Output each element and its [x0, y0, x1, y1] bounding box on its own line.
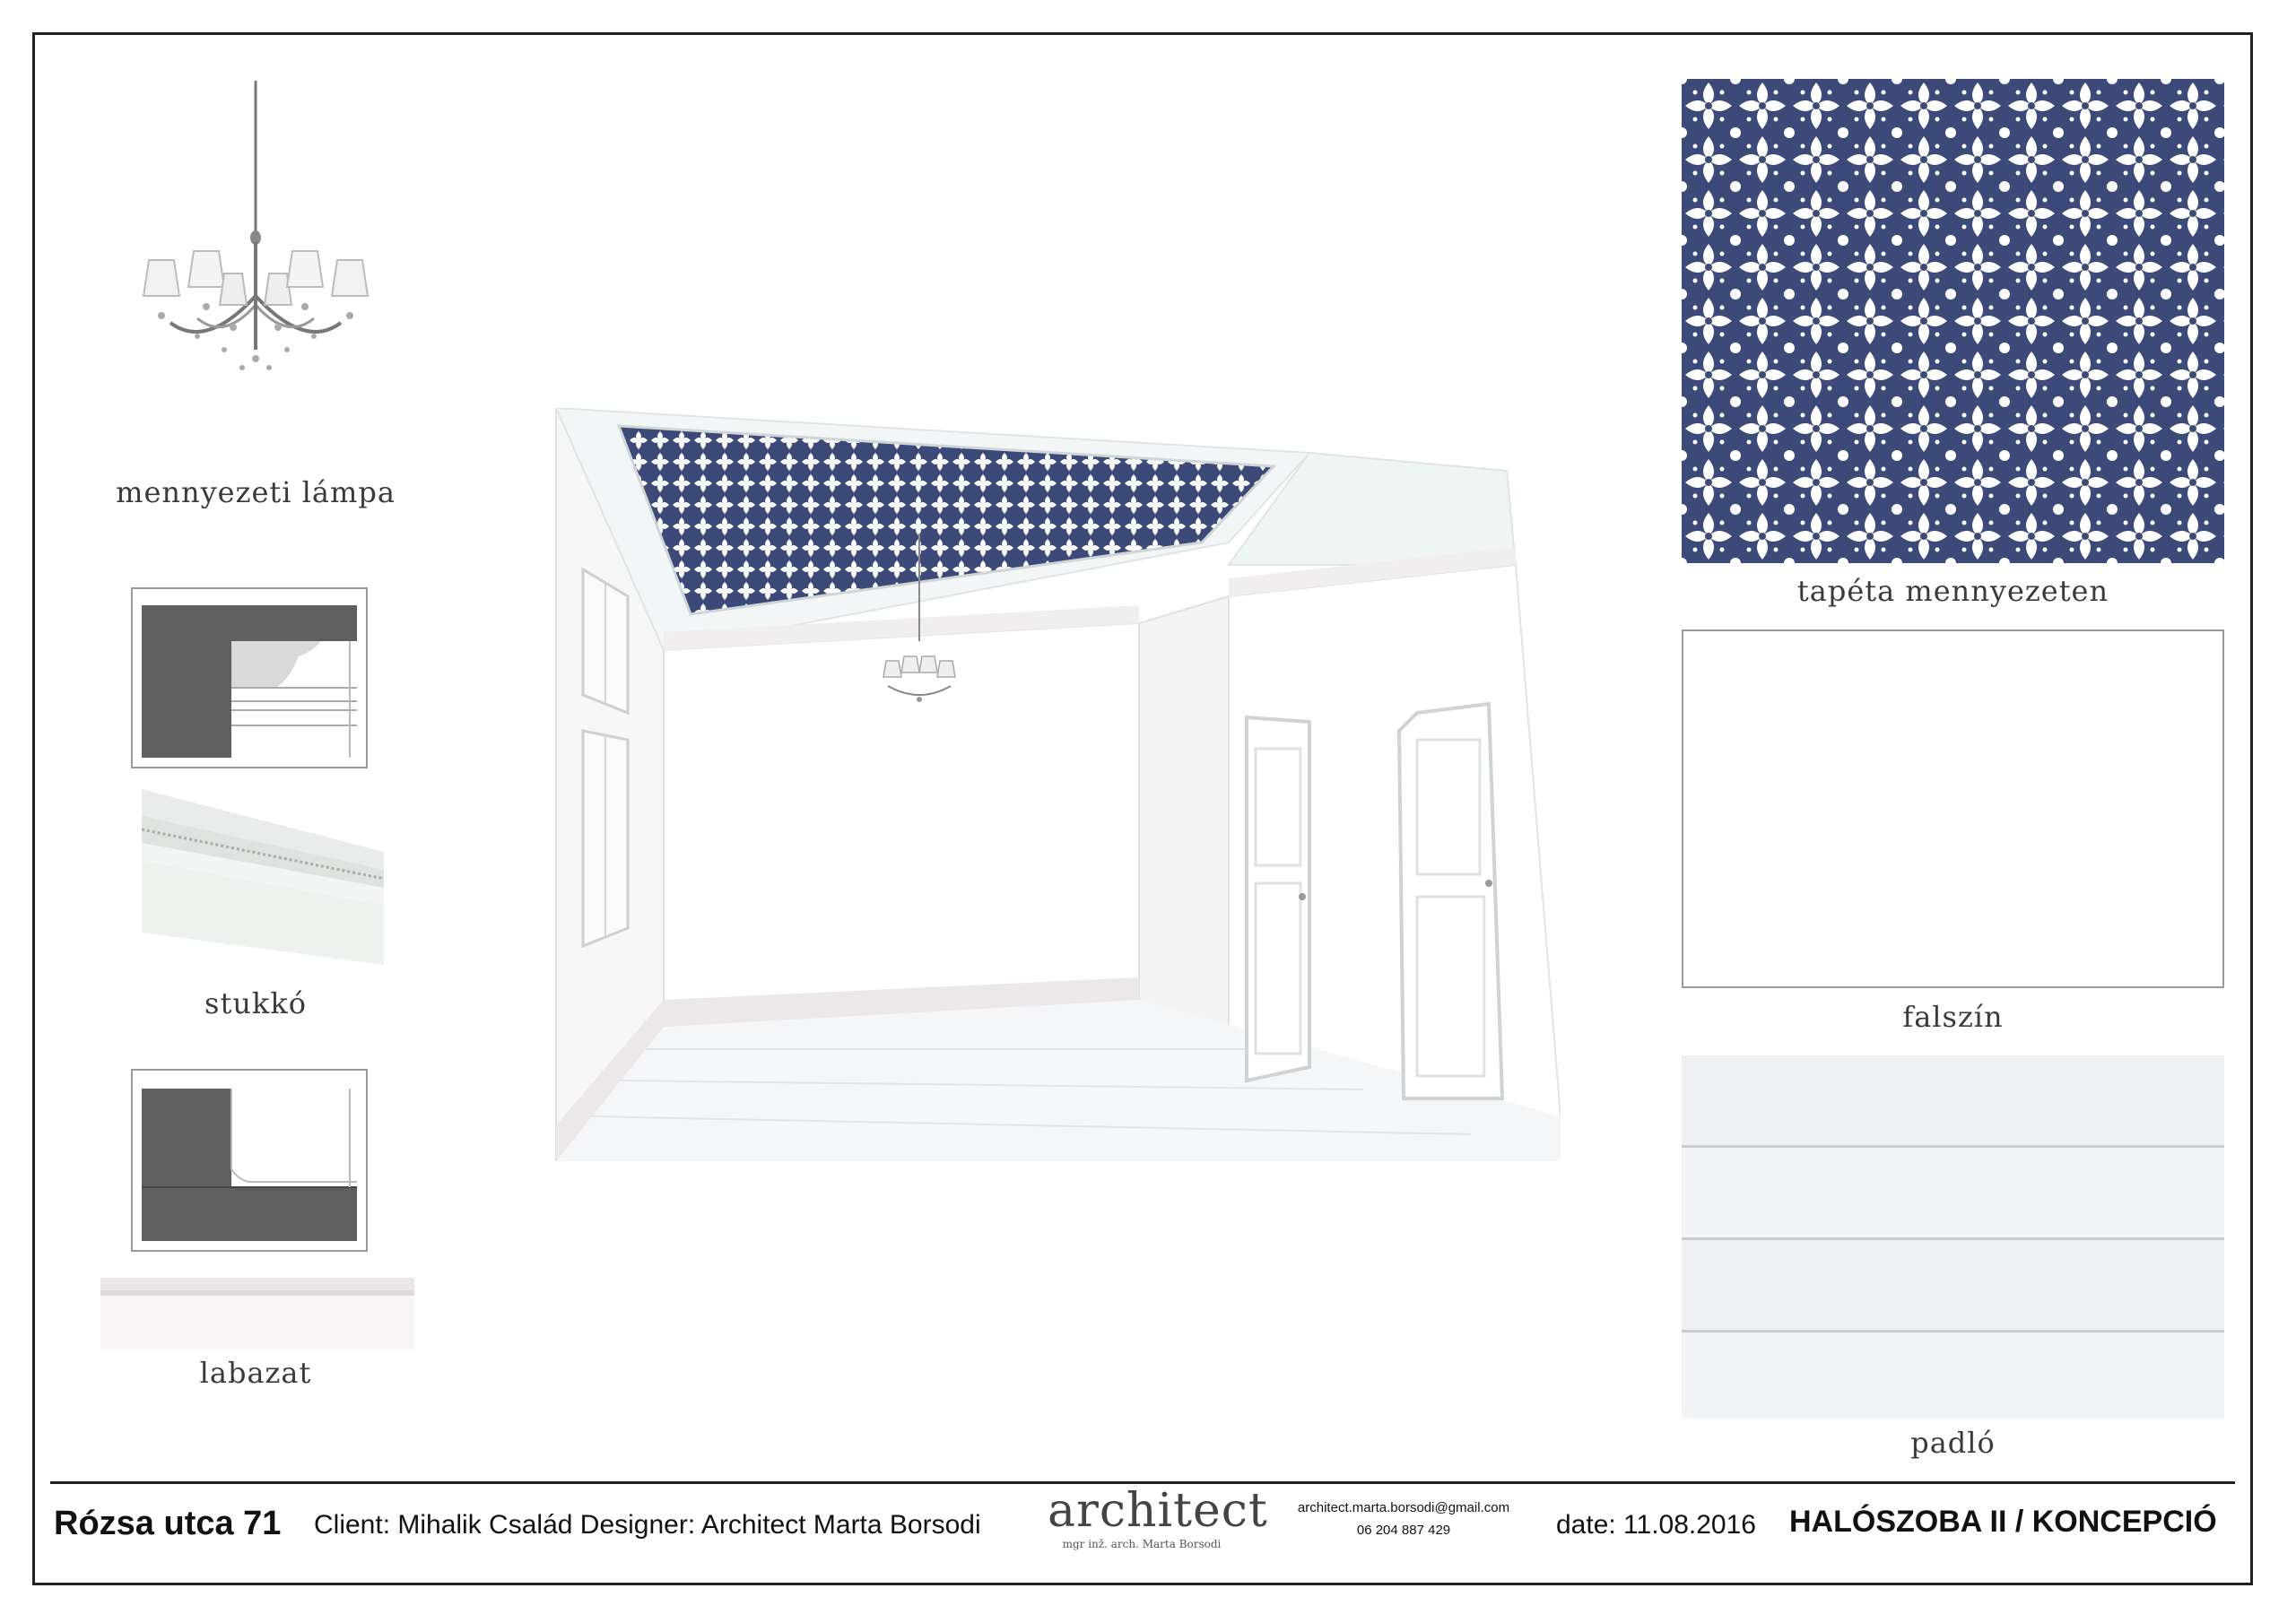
footer-address: Rózsa utca 71 [54, 1505, 282, 1542]
footer-date: date: 11.08.2016 [1556, 1510, 1756, 1540]
wall-color-swatch [1682, 629, 2224, 988]
chandelier-icon [135, 81, 377, 439]
logo-subtitle: mgr inž. arch. Marta Borsodi [1062, 1538, 1222, 1550]
room-rendering [520, 408, 1561, 1161]
floor-swatch [1682, 1055, 2224, 1419]
caption-stucco: stukkó [204, 986, 307, 1020]
caption-floor: padló [1910, 1426, 1996, 1460]
caption-lamp: mennyezeti lámpa [116, 475, 396, 509]
footer-email: architect.marta.borsodi@gmail.com [1297, 1500, 1510, 1515]
architect-logo [1048, 1484, 1268, 1556]
footer-sheet-title: HALÓSZOBA II / KONCEPCIÓ [1789, 1505, 2217, 1539]
stucco-profile-drawing [131, 587, 368, 768]
logo-word: architect [1048, 1484, 1268, 1538]
baseboard-photo [100, 1278, 414, 1350]
footer-client-designer: Client: Mihalik Család Designer: Architect Marta Borsodi [314, 1510, 981, 1540]
baseboard-profile-drawing [131, 1069, 368, 1252]
caption-wall-color: falszín [1902, 1000, 2004, 1034]
caption-baseboard: labazat [199, 1356, 312, 1390]
caption-wallpaper: tapéta mennyezeten [1796, 574, 2109, 608]
footer-phone: 06 204 887 429 [1356, 1523, 1451, 1538]
stucco-photo [142, 789, 384, 965]
wallpaper-swatch [1682, 79, 2224, 563]
